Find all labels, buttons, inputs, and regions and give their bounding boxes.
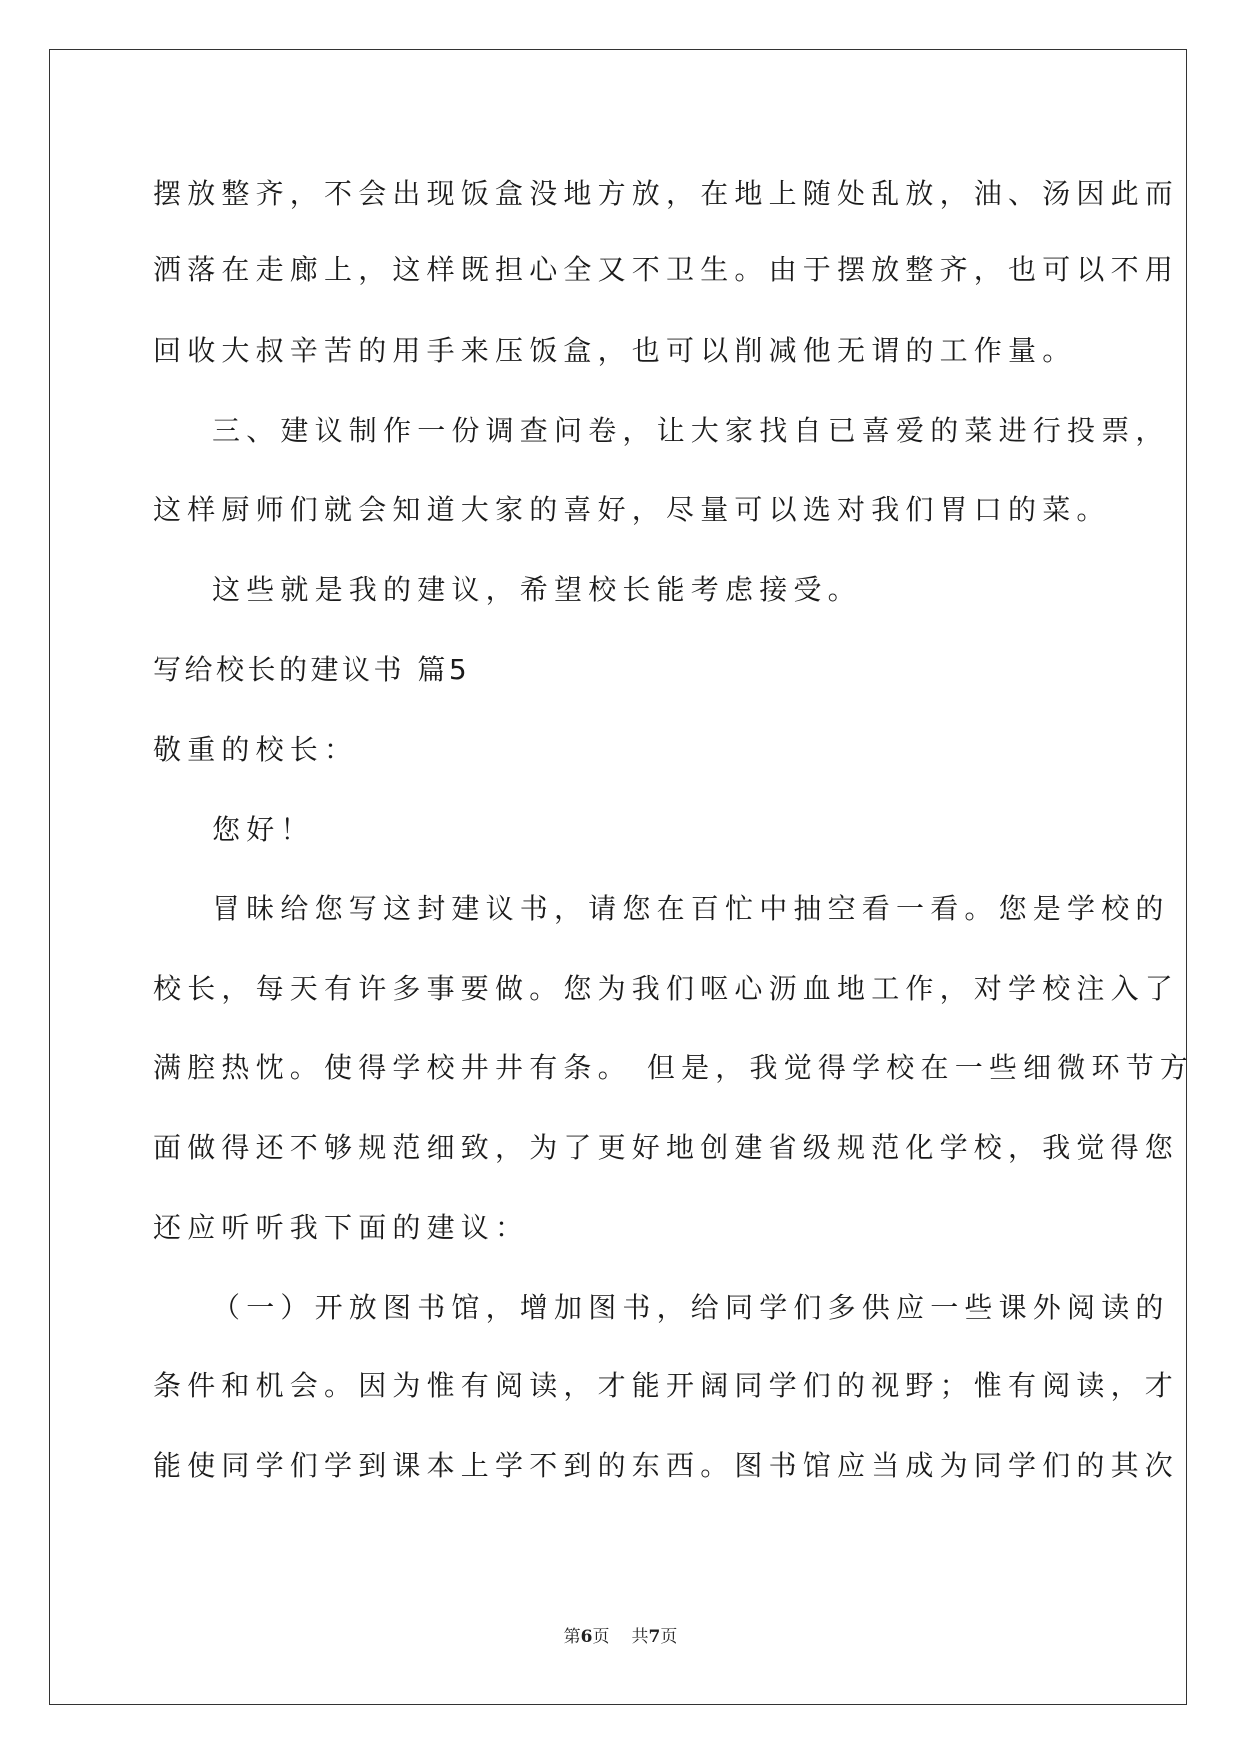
paragraph-line: 这些就是我的建议，希望校长能考虑接受。	[212, 573, 862, 606]
paragraph-line: 满腔热忱。使得学校井井有条。 但是，我觉得学校在一些细微环节方	[153, 1051, 1195, 1084]
paragraph-line: 回收大叔辛苦的用手来压饭盒，也可以削减他无谓的工作量。	[153, 334, 1077, 367]
page-prefix: 第	[563, 1627, 581, 1647]
salutation: 敬重的校长：	[153, 733, 359, 766]
paragraph-line: 能使同学们学到课本上学不到的东西。图书馆应当成为同学们的其次	[153, 1449, 1180, 1482]
paragraph-line: 三、建议制作一份调查问卷，让大家找自已喜爱的菜进行投票，	[212, 414, 1170, 447]
paragraph-line: 还应听听我下面的建议：	[153, 1211, 530, 1244]
paragraph-line: 洒落在走廊上，这样既担心全又不卫生。由于摆放整齐，也可以不用	[153, 253, 1180, 286]
paragraph-line: （一）开放图书馆，增加图书，给同学们多供应一些课外阅读的	[212, 1291, 1170, 1324]
total-suffix: 页	[660, 1627, 678, 1647]
page-number: 6	[580, 1627, 593, 1647]
greeting: 您好！	[212, 813, 315, 846]
paragraph-line: 冒昧给您写这封建议书，请您在百忙中抽空看一看。您是学校的	[212, 892, 1170, 925]
page-suffix: 页	[592, 1627, 610, 1647]
paragraph-line: 校长，每天有许多事要做。您为我们呕心沥血地工作，对学校注入了	[153, 972, 1180, 1005]
total-prefix: 共	[631, 1627, 649, 1647]
paragraph-line: 条件和机会。因为惟有阅读，才能开阔同学们的视野；惟有阅读，才	[153, 1369, 1180, 1402]
total-pages: 7	[648, 1627, 661, 1647]
page-footer	[0, 1626, 1241, 1648]
paragraph-line: 摆放整齐，不会出现饭盒没地方放，在地上随处乱放，油、汤因此而	[153, 177, 1180, 210]
paragraph-line: 这样厨师们就会知道大家的喜好，尽量可以选对我们胃口的菜。	[153, 493, 1111, 526]
paragraph-line: 面做得还不够规范细致，为了更好地创建省级规范化学校，我觉得您	[153, 1131, 1180, 1164]
section-heading: 写给校长的建议书 篇5	[153, 653, 471, 686]
